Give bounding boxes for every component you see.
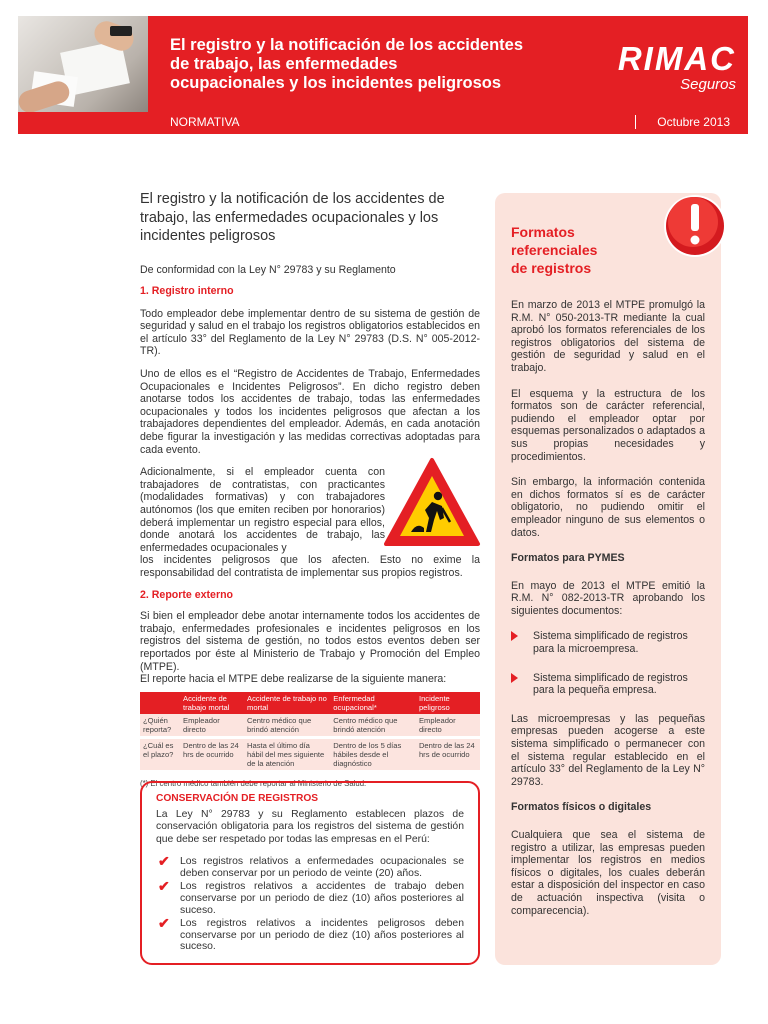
sidebar-paragraph: El esquema y la estructura de los formatos son de carácter referencial, pudiendo el empleador optar por esquemas personalizados o adaptados a sus propias necesidades y procedimientos. — [511, 387, 705, 463]
sidebar-panel — [495, 193, 721, 965]
list-item-text: Los registros relativos a incidentes peligrosos deben conservarse por un periodo de diez (10) años posteriores al suceso. — [180, 918, 464, 953]
rimac-logo — [564, 42, 736, 93]
sidebar-title-line: Formatos — [511, 224, 575, 240]
table-header-cell: Enfermedad ocupacional* — [330, 692, 416, 714]
photo-phone — [110, 26, 132, 36]
section-heading: 1. Registro interno — [140, 285, 234, 298]
list-item — [511, 672, 705, 697]
paragraph: los incidentes peligrosos que los afecten. Esto no exime la responsabilidad del contratista de implementar sus propios registros. — [140, 554, 480, 579]
list-item-text: Los registros relativos a accidentes de trabajo deben conservarse por un periodo de diez (10) años posteriores al suceso. — [180, 881, 464, 916]
sidebar-paragraph: En marzo de 2013 el MTPE promulgó la R.M. N° 050-2013-TR mediante la cual aprobó los formatos referenciales de los registros obligatorios del sistema de gestión de seguridad y salud en el trabajo. — [511, 299, 705, 374]
table-cell: Dentro de los 5 días hábiles desde el diagnóstico — [330, 737, 416, 770]
conservation-body: La Ley N° 29783 y su Reglamento establecen plazos de conservación obligatoria para los registros del sistema de gestión que debe ser respetado por todas las empresas en el Perú: — [156, 809, 464, 845]
section-heading: 2. Reporte externo — [140, 588, 234, 601]
arrow-bullet-icon — [511, 673, 518, 683]
conservation-box — [140, 781, 480, 965]
sidebar-title — [511, 223, 661, 277]
table-cell: Dentro de las 24 hrs de ocurrido — [416, 737, 480, 770]
table-header-cell — [140, 692, 180, 714]
sidebar-paragraph: Cualquiera que sea el sistema de registro a utilizar, las empresas pueden implementar los registros en medios físicos o digitales, los cuales deberán estar a disposición del inspector en caso de actuación inspectiva (visita o comparecencia). — [511, 829, 705, 917]
main-column — [140, 190, 480, 790]
sidebar-paragraph: En mayo de 2013 el MTPE emitió la R.M. N° 082-2013-TR aprobando los siguientes documentos: — [511, 579, 705, 617]
logo-brand: RIMAC — [617, 40, 736, 77]
sidebar-title-line: de registros — [511, 260, 592, 276]
list-item — [511, 630, 705, 655]
header-divider — [635, 115, 636, 129]
article-title-line: incidentes peligrosos — [140, 228, 276, 244]
paragraph: Todo empleador debe implementar dentro de su sistema de gestión de seguridad y salud en el trabajo los registros obligatorios establecidos en el artículo 33° del Reglamento de la Ley N° 29783 (D.S. N° 005-2012-TR). — [140, 307, 480, 358]
table-row-header: ¿Cuál es el plazo? — [140, 737, 180, 770]
table-header-cell: Incidente peligroso — [416, 692, 480, 714]
sidebar-heading: Formatos para PYMES — [511, 552, 625, 565]
paragraph: El reporte hacia el MTPE debe realizarse de la siguiente manera: — [140, 673, 447, 686]
table-cell: Centro médico que brindó atención — [330, 714, 416, 738]
sidebar-paragraph: Las microempresas y las pequeñas empresas pueden acogerse a este sistema simplificado o permanecer con el sistema regular establecido en el artículo 33° del Reglamento de la Ley N° 29783. — [511, 712, 705, 788]
list-item — [156, 915, 464, 953]
sidebar-title-line: referenciales — [511, 242, 598, 258]
section-label: NORMATIVA — [170, 115, 240, 129]
checkmark-icon: ✔ — [158, 878, 170, 895]
table-header-row — [140, 692, 480, 714]
table-row — [140, 737, 480, 770]
header-bar — [148, 112, 748, 134]
table-row-header: ¿Quién reporta? — [140, 714, 180, 738]
header-title — [170, 36, 570, 93]
exclamation-icon — [660, 191, 730, 261]
table-cell: Dentro de las 24 hrs de ocurrido — [180, 737, 244, 770]
check-list — [156, 853, 464, 953]
article-title-line: trabajo, las enfermedades ocupacionales y los — [140, 209, 439, 226]
checkmark-icon: ✔ — [158, 915, 170, 932]
table-header-cell: Accidente de trabajo no mortal — [244, 692, 330, 714]
table-cell: Hasta el último día hábil del mes siguiente de la atención — [244, 737, 330, 770]
article-title-line: El registro y la notificación de los accidentes de — [140, 191, 445, 207]
conservation-title: CONSERVACIÓN DE REGISTROS — [156, 793, 319, 804]
table-cell: Centro médico que brindó atención — [244, 714, 330, 738]
paragraph: Uno de ellos es el “Registro de Accidentes de Trabajo, Enfermedades Ocupacionales e Incidentes Peligrosos”. En dicho registro deben anotarse todos los accidentes de trabajo, todas las enfermedades ocupacionales y todos los incidentes peligrosos que afectan a los trabajadores dependientes del empleador. Además, en cada anotación debe figurar la investigación y las medidas correctivas adoptadas para cada evento. — [140, 368, 480, 456]
arrow-bullet-icon — [511, 631, 518, 641]
header-banner — [18, 16, 748, 134]
logo-sub: Seguros — [680, 76, 736, 93]
table-header-cell: Accidente de trabajo mortal — [180, 692, 244, 714]
list-item-text: Sistema simplificado de registros para la microempresa. — [533, 630, 688, 656]
paragraph-with-image — [140, 466, 480, 579]
header-title-line: El registro y la notificación de los accidentes — [170, 36, 524, 54]
issue-date: Octubre 2013 — [657, 115, 730, 129]
sidebar-heading: Formatos físicos o digitales — [511, 801, 652, 814]
table-cell: Empleador directo — [180, 714, 244, 738]
list-item — [156, 878, 464, 916]
header-photo — [18, 16, 148, 112]
table-cell: Empleador directo — [416, 714, 480, 738]
paragraph: Si bien el empleador debe anotar internamente todos los accidentes de trabajo, enfermedades profesionales e incidentes peligrosos en los registros del sistema de gestión, no todos estos eventos deben ser reportados por éste al Ministerio de Trabajo y Promoción del Empleo (MTPE). — [140, 610, 480, 673]
list-item-text: Los registros relativos a enfermedades ocupacionales se deben conservar por un periodo de veinte (20) años. — [180, 856, 464, 879]
table-row — [140, 714, 480, 738]
checkmark-icon: ✔ — [158, 853, 170, 870]
list-item — [156, 853, 464, 879]
report-table — [140, 692, 480, 770]
header-title-line: ocupacionales y los incidentes peligrosos — [170, 74, 502, 92]
list-item-text: Sistema simplificado de registros para la pequeña empresa. — [533, 671, 688, 697]
sidebar-paragraph: Sin embargo, la información contenida en dichos formatos sí es de carácter obligatorio, no pudiendo omitir el empleador ninguno de sus elementos o datos. — [511, 476, 705, 539]
article-title — [140, 190, 480, 246]
table-footnote: (*) El centro médico también debe reportar al Ministerio de Salud. — [140, 778, 367, 788]
paragraph: Adicionalmente, si el empleador cuenta con trabajadores de contratistas, con practicantes (modalidades formativas) y con trabajadores autónomos (los que emiten reciben por honorarios) deberá implementar un registro especial para ellos, donde anotará los accidentes de trabajo, las enfermedades ocupacionales y — [140, 466, 385, 554]
sidebar-body — [511, 299, 705, 930]
header-title-line: de trabajo, las enfermedades — [170, 55, 398, 73]
warning-sign-icon — [382, 456, 482, 548]
intro-text: De conformidad con la Ley N° 29783 y su Reglamento — [140, 263, 396, 276]
